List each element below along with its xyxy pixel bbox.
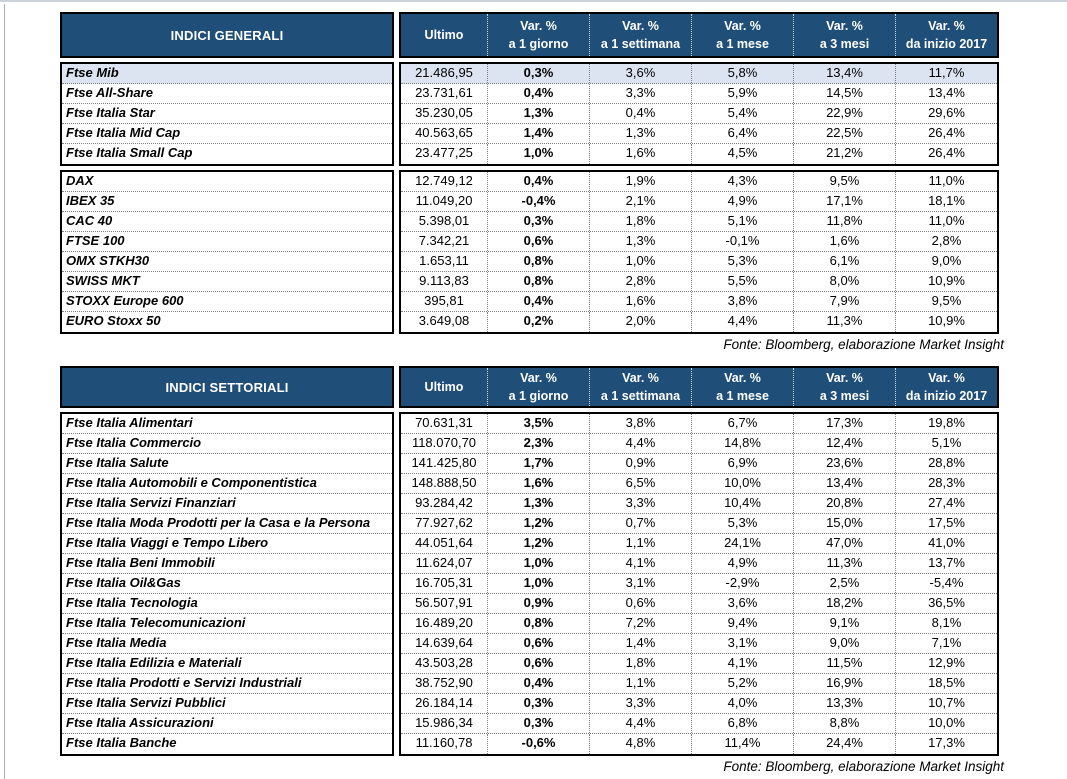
var-percent-label: Var. % [520, 370, 557, 385]
table-title: INDICI SETTORIALI [60, 366, 394, 408]
indici-settoriali-section [60, 366, 1067, 756]
index-row-values [401, 232, 997, 252]
value-ultimo: 16.489,20 [415, 615, 473, 630]
value-ultimo: 11.049,20 [415, 193, 473, 208]
value-var-da-inizio-2017: 13,7% [895, 554, 997, 573]
var-percent-label: Var. % [826, 18, 863, 33]
value-var-a-1-mese: 5,1% [691, 212, 793, 231]
value-var-a-3-mesi: 22,9% [793, 104, 895, 123]
var-percent-label: Var. % [622, 18, 659, 33]
column-header-label: Ultimo [424, 379, 464, 394]
var-percent-label: Var. % [724, 370, 761, 385]
value-var-a-1-settimana: 1,6% [589, 144, 691, 164]
value-var-a-1-settimana: 1,4% [589, 634, 691, 653]
value-var-da-inizio-2017: 5,1% [895, 434, 997, 453]
value-var-da-inizio-2017: 17,5% [895, 514, 997, 533]
index-name: CAC 40 [62, 212, 392, 232]
value-var-a-1-mese: 6,9% [691, 454, 793, 473]
value-var-a-1-settimana: 6,5% [589, 474, 691, 493]
period-label: a 3 mesi [819, 37, 870, 51]
index-row-values [401, 272, 997, 292]
value-var-a-3-mesi: 47,0% [793, 534, 895, 553]
table-header-row [60, 12, 1004, 58]
index-name: EURO Stoxx 50 [66, 313, 161, 328]
column-header-ultimo [401, 368, 487, 406]
value-var-da-inizio-2017: 41,0% [895, 534, 997, 553]
value-var-a-1-settimana: 1,1% [589, 674, 691, 693]
value-var-a-1-giorno: 1,6% [487, 474, 589, 493]
value-var-da-inizio-2017: 10,9% [895, 312, 997, 332]
index-group [60, 170, 1004, 334]
column-header-var-a-1-settimana [589, 368, 691, 406]
index-row-values [401, 514, 997, 534]
value-var-da-inizio-2017: 28,3% [895, 474, 997, 493]
value-ultimo: 7.342,21 [418, 233, 470, 248]
column-header-var-a-1-giorno [487, 14, 589, 56]
value-var-a-1-giorno: -0,6% [487, 734, 589, 754]
index-row-values [401, 614, 997, 634]
value-var-a-1-mese: 6,4% [691, 124, 793, 143]
value-var-a-1-settimana: 0,9% [589, 454, 691, 473]
var-percent-label: Var. % [724, 18, 761, 33]
value-ultimo: 9.113,83 [419, 273, 469, 288]
index-row-values [401, 64, 997, 84]
value-var-a-3-mesi: 18,2% [793, 594, 895, 613]
index-row-values [401, 714, 997, 734]
value-ultimo: 395,81 [424, 293, 464, 308]
period-label: a 1 giorno [508, 37, 569, 51]
value-ultimo: 148.888,50 [411, 475, 477, 490]
index-row-values [401, 172, 997, 192]
value-var-a-3-mesi: 11,3% [793, 554, 895, 573]
value-var-da-inizio-2017: 7,1% [895, 634, 997, 653]
value-var-a-1-giorno: 1,3% [487, 494, 589, 513]
source-note: Fonte: Bloomberg, elaborazione Market Insight [723, 759, 1004, 774]
table-header-row [60, 366, 1004, 408]
value-var-a-1-mese: 14,8% [691, 434, 793, 453]
index-name: IBEX 35 [62, 192, 392, 212]
value-var-a-1-mese: 5,2% [691, 674, 793, 693]
column-header-var-a-1-mese [691, 14, 793, 56]
value-var-a-1-giorno: 0,3% [487, 714, 589, 733]
value-var-a-1-settimana: 3,3% [589, 494, 691, 513]
value-ultimo: 56.507,91 [415, 595, 473, 610]
index-name: Ftse Italia Media [62, 634, 392, 654]
value-var-a-1-giorno: 1,4% [487, 124, 589, 143]
column-header-ultimo [401, 14, 487, 56]
column-headers [399, 12, 999, 58]
index-name-column [60, 170, 394, 334]
index-name: Ftse Italia Mid Cap [62, 124, 392, 144]
column-header-var-a-3-mesi [793, 368, 895, 406]
value-var-a-1-settimana: 1,3% [589, 232, 691, 251]
value-var-a-1-mese: -0,1% [691, 232, 793, 251]
value-var-da-inizio-2017: 10,9% [895, 272, 997, 291]
value-var-a-1-giorno: 1,7% [487, 454, 589, 473]
value-var-a-3-mesi: 16,9% [793, 674, 895, 693]
index-name: Ftse Italia Oil&Gas [62, 574, 392, 594]
value-var-da-inizio-2017: 26,4% [895, 124, 997, 143]
indici-settoriali-table [60, 366, 1004, 756]
value-var-a-1-giorno: 0,4% [487, 292, 589, 311]
value-var-a-1-giorno: 0,8% [487, 614, 589, 633]
value-var-a-1-settimana: 4,4% [589, 434, 691, 453]
value-var-a-1-giorno: 0,3% [487, 212, 589, 231]
value-var-a-1-mese: 9,4% [691, 614, 793, 633]
index-row-values [401, 674, 997, 694]
value-ultimo: 11.624,07 [415, 555, 473, 570]
var-percent-label: Var. % [928, 370, 965, 385]
var-percent-label: Var. % [826, 370, 863, 385]
value-var-a-3-mesi: 13,4% [793, 64, 895, 83]
value-var-a-3-mesi: 6,1% [793, 252, 895, 271]
value-var-a-1-mese: 11,4% [691, 734, 793, 754]
value-var-a-3-mesi: 17,1% [793, 192, 895, 211]
value-var-da-inizio-2017: 19,8% [895, 414, 997, 433]
index-row-values [401, 494, 997, 514]
value-ultimo: 23.731,61 [415, 85, 473, 100]
value-var-a-1-settimana: 1,8% [589, 212, 691, 231]
value-var-da-inizio-2017: 36,5% [895, 594, 997, 613]
value-var-a-3-mesi: 20,8% [793, 494, 895, 513]
value-var-a-1-giorno: 2,3% [487, 434, 589, 453]
value-ultimo: 12.749,12 [415, 173, 473, 188]
period-label: a 1 mese [716, 37, 769, 51]
value-var-a-1-mese: 5,9% [691, 84, 793, 103]
value-var-da-inizio-2017: 11,0% [895, 212, 997, 231]
value-ultimo: 40.563,65 [415, 125, 473, 140]
index-row-values [401, 252, 997, 272]
value-var-a-1-giorno: 1,2% [487, 514, 589, 533]
value-var-a-1-mese: 4,1% [691, 654, 793, 673]
value-var-da-inizio-2017: 18,5% [895, 674, 997, 693]
value-var-a-1-settimana: 3,1% [589, 574, 691, 593]
index-row-values [401, 434, 997, 454]
table-title: INDICI GENERALI [60, 12, 394, 58]
value-var-a-1-giorno: 0,4% [487, 84, 589, 103]
value-var-a-1-settimana: 1,6% [589, 292, 691, 311]
index-name: Ftse Italia Star [62, 104, 392, 124]
index-name-column [60, 412, 394, 756]
value-var-da-inizio-2017: 10,0% [895, 714, 997, 733]
column-header-var-da-inizio-2017 [895, 368, 997, 406]
index-row-values [401, 124, 997, 144]
period-label: a 1 giorno [508, 389, 569, 403]
value-var-a-1-settimana: 3,6% [589, 64, 691, 83]
value-ultimo: 11.160,78 [415, 735, 473, 750]
value-var-a-3-mesi: 7,9% [793, 292, 895, 311]
value-var-a-1-settimana: 2,0% [589, 312, 691, 332]
value-var-a-1-mese: 4,3% [691, 172, 793, 191]
value-var-a-1-mese: 6,8% [691, 714, 793, 733]
value-var-a-1-settimana: 1,9% [589, 172, 691, 191]
value-var-a-3-mesi: 8,0% [793, 272, 895, 291]
value-var-a-1-giorno: 1,0% [487, 554, 589, 573]
value-var-a-3-mesi: 23,6% [793, 454, 895, 473]
value-var-da-inizio-2017: 8,1% [895, 614, 997, 633]
index-name: Ftse Italia Prodotti e Servizi Industriali [62, 674, 392, 694]
value-var-da-inizio-2017: 18,1% [895, 192, 997, 211]
index-name: Ftse Italia Edilizia e Materiali [62, 654, 392, 674]
index-name: Ftse All-Share [62, 84, 392, 104]
value-var-a-1-giorno: 3,5% [487, 414, 589, 433]
value-var-a-1-giorno: 0,3% [487, 694, 589, 713]
index-group [60, 412, 1004, 756]
value-var-a-1-giorno: 0,2% [487, 312, 589, 332]
index-name: FTSE 100 [62, 232, 392, 252]
value-var-a-3-mesi: 11,3% [793, 312, 895, 332]
index-values-block [399, 170, 999, 334]
index-row-values [401, 574, 997, 594]
value-var-a-1-mese: 6,7% [691, 414, 793, 433]
index-name: Ftse Italia Small Cap [66, 145, 193, 160]
index-values-block [399, 62, 999, 166]
index-row-values [401, 634, 997, 654]
value-var-a-1-settimana: 2,1% [589, 192, 691, 211]
index-row-values [401, 312, 997, 332]
value-var-a-1-giorno: 0,3% [487, 64, 589, 83]
value-var-a-1-mese: 4,0% [691, 694, 793, 713]
index-name: Ftse Italia Assicurazioni [62, 714, 392, 734]
value-var-a-1-giorno: -0,4% [487, 192, 589, 211]
index-row-values [401, 414, 997, 434]
value-var-a-3-mesi: 13,4% [793, 474, 895, 493]
value-ultimo: 3.649,08 [418, 313, 470, 328]
value-var-a-1-mese: 4,5% [691, 144, 793, 164]
value-var-a-1-settimana: 0,4% [589, 104, 691, 123]
value-ultimo: 15.986,34 [415, 715, 473, 730]
index-row-values [401, 192, 997, 212]
value-var-a-1-giorno: 1,0% [487, 144, 589, 164]
value-var-a-1-mese: 4,4% [691, 312, 793, 332]
value-var-a-3-mesi: 11,8% [793, 212, 895, 231]
value-var-a-1-mese: 5,3% [691, 252, 793, 271]
value-var-a-1-settimana: 3,3% [589, 84, 691, 103]
var-percent-label: Var. % [622, 370, 659, 385]
value-var-da-inizio-2017: 29,6% [895, 104, 997, 123]
index-row-values [401, 734, 997, 754]
index-row-values [401, 144, 997, 164]
index-row-values [401, 594, 997, 614]
column-header-label: Ultimo [424, 27, 464, 42]
value-var-a-3-mesi: 13,3% [793, 694, 895, 713]
index-name: DAX [62, 172, 392, 192]
value-var-a-3-mesi: 21,2% [793, 144, 895, 164]
value-var-a-1-giorno: 1,2% [487, 534, 589, 553]
index-name: Ftse Mib [62, 64, 392, 84]
index-row-values [401, 454, 997, 474]
index-name: Ftse Italia Servizi Finanziari [62, 494, 392, 514]
index-name: OMX STKH30 [62, 252, 392, 272]
value-var-da-inizio-2017: 12,9% [895, 654, 997, 673]
value-var-a-3-mesi: 9,1% [793, 614, 895, 633]
value-var-a-3-mesi: 1,6% [793, 232, 895, 251]
value-ultimo: 23.477,25 [415, 145, 473, 160]
value-var-a-1-mese: 5,3% [691, 514, 793, 533]
value-var-a-1-settimana: 4,1% [589, 554, 691, 573]
index-name: Ftse Italia Banche [66, 735, 177, 750]
value-var-da-inizio-2017: 28,8% [895, 454, 997, 473]
value-var-a-1-giorno: 0,8% [487, 252, 589, 271]
index-row-values [401, 654, 997, 674]
indici-generali-section [60, 12, 1067, 334]
value-var-a-1-giorno: 1,3% [487, 104, 589, 123]
period-label: da inizio 2017 [905, 37, 988, 51]
value-var-a-1-settimana: 3,3% [589, 694, 691, 713]
period-label: a 3 mesi [819, 389, 870, 403]
value-ultimo: 70.631,31 [415, 415, 473, 430]
index-name: Ftse Italia Beni Immobili [62, 554, 392, 574]
value-var-a-3-mesi: 11,5% [793, 654, 895, 673]
value-var-a-1-mese: 10,4% [691, 494, 793, 513]
value-var-a-3-mesi: 12,4% [793, 434, 895, 453]
value-var-da-inizio-2017: 2,8% [895, 232, 997, 251]
value-var-a-3-mesi: 24,4% [793, 734, 895, 754]
value-var-a-1-giorno: 0,8% [487, 272, 589, 291]
value-ultimo: 26.184,14 [415, 695, 473, 710]
column-header-var-a-3-mesi [793, 14, 895, 56]
column-header-var-da-inizio-2017 [895, 14, 997, 56]
index-row-values [401, 292, 997, 312]
value-var-a-1-mese: -2,9% [691, 574, 793, 593]
value-var-a-3-mesi: 15,0% [793, 514, 895, 533]
value-ultimo: 141.425,80 [411, 455, 477, 470]
value-ultimo: 43.503,28 [415, 655, 473, 670]
var-percent-label: Var. % [520, 18, 557, 33]
column-headers [399, 366, 999, 408]
value-var-a-1-settimana: 0,7% [589, 514, 691, 533]
value-var-a-1-giorno: 0,6% [487, 654, 589, 673]
value-var-a-1-settimana: 1,8% [589, 654, 691, 673]
value-var-da-inizio-2017: 11,0% [895, 172, 997, 191]
index-name: Ftse Italia Telecomunicazioni [62, 614, 392, 634]
value-ultimo: 21.486,95 [415, 65, 473, 80]
period-label: a 1 mese [716, 389, 769, 403]
value-var-a-1-giorno: 0,4% [487, 172, 589, 191]
var-percent-label: Var. % [928, 18, 965, 33]
value-var-da-inizio-2017: 27,4% [895, 494, 997, 513]
value-var-a-3-mesi: 8,8% [793, 714, 895, 733]
value-var-da-inizio-2017: 9,0% [895, 252, 997, 271]
value-var-da-inizio-2017: 13,4% [895, 84, 997, 103]
value-ultimo: 38.752,90 [415, 675, 473, 690]
value-var-a-1-mese: 5,8% [691, 64, 793, 83]
value-var-a-1-giorno: 0,4% [487, 674, 589, 693]
index-row-values [401, 694, 997, 714]
value-var-a-1-mese: 5,5% [691, 272, 793, 291]
index-row-values [401, 84, 997, 104]
index-row-values [401, 212, 997, 232]
column-header-var-a-1-mese [691, 368, 793, 406]
value-var-a-1-settimana: 0,6% [589, 594, 691, 613]
value-var-a-1-mese: 24,1% [691, 534, 793, 553]
value-var-da-inizio-2017: 17,3% [895, 734, 997, 754]
index-name-column [60, 62, 394, 166]
index-name: STOXX Europe 600 [62, 292, 392, 312]
index-row-values [401, 534, 997, 554]
value-ultimo: 77.927,62 [415, 515, 473, 530]
value-var-da-inizio-2017: -5,4% [895, 574, 997, 593]
value-var-a-1-mese: 4,9% [691, 554, 793, 573]
index-name: Ftse Italia Automobili e Componentistica [62, 474, 392, 494]
index-name: SWISS MKT [62, 272, 392, 292]
value-ultimo: 93.284,42 [415, 495, 473, 510]
value-var-a-3-mesi: 14,5% [793, 84, 895, 103]
value-var-a-1-mese: 3,8% [691, 292, 793, 311]
value-var-a-1-mese: 3,1% [691, 634, 793, 653]
value-ultimo: 35.230,05 [415, 105, 473, 120]
column-header-var-a-1-giorno [487, 368, 589, 406]
value-var-da-inizio-2017: 9,5% [895, 292, 997, 311]
index-values-block [399, 412, 999, 756]
value-var-a-1-settimana: 1,3% [589, 124, 691, 143]
index-name: Ftse Italia Salute [62, 454, 392, 474]
value-var-a-1-settimana: 1,0% [589, 252, 691, 271]
value-var-a-1-settimana: 7,2% [589, 614, 691, 633]
index-name: Ftse Italia Alimentari [62, 414, 392, 434]
index-name: Ftse Italia Commercio [62, 434, 392, 454]
value-var-a-1-settimana: 4,8% [589, 734, 691, 754]
value-var-a-1-mese: 4,9% [691, 192, 793, 211]
value-var-a-1-settimana: 2,8% [589, 272, 691, 291]
value-ultimo: 16.705,31 [415, 575, 473, 590]
value-var-a-1-giorno: 0,6% [487, 634, 589, 653]
indici-generali-table [60, 12, 1004, 334]
value-var-a-1-giorno: 1,0% [487, 574, 589, 593]
value-ultimo: 5.398,01 [418, 213, 470, 228]
value-ultimo: 14.639,64 [415, 635, 473, 650]
value-var-da-inizio-2017: 11,7% [895, 64, 997, 83]
value-var-a-3-mesi: 9,0% [793, 634, 895, 653]
value-var-a-1-settimana: 4,4% [589, 714, 691, 733]
value-ultimo: 118.070,70 [411, 435, 477, 450]
period-label: a 1 settimana [600, 389, 681, 403]
value-ultimo: 1.653,11 [419, 253, 469, 268]
value-var-a-1-giorno: 0,6% [487, 232, 589, 251]
index-row-values [401, 474, 997, 494]
source-note: Fonte: Bloomberg, elaborazione Market Insight [723, 337, 1004, 352]
value-var-a-3-mesi: 22,5% [793, 124, 895, 143]
index-row-values [401, 104, 997, 124]
index-name: Ftse Italia Viaggi e Tempo Libero [62, 534, 392, 554]
value-var-a-1-settimana: 1,1% [589, 534, 691, 553]
index-row-values [401, 554, 997, 574]
period-label: a 1 settimana [600, 37, 681, 51]
value-var-a-1-giorno: 0,9% [487, 594, 589, 613]
value-var-a-1-mese: 5,4% [691, 104, 793, 123]
value-var-da-inizio-2017: 26,4% [895, 144, 997, 164]
value-var-a-1-mese: 3,6% [691, 594, 793, 613]
value-ultimo: 44.051,64 [415, 535, 473, 550]
period-label: da inizio 2017 [905, 389, 988, 403]
value-var-a-1-settimana: 3,8% [589, 414, 691, 433]
value-var-a-1-mese: 10,0% [691, 474, 793, 493]
column-header-var-a-1-settimana [589, 14, 691, 56]
index-name: Ftse Italia Tecnologia [62, 594, 392, 614]
index-group [60, 62, 1004, 166]
value-var-a-3-mesi: 9,5% [793, 172, 895, 191]
value-var-a-3-mesi: 17,3% [793, 414, 895, 433]
value-var-a-3-mesi: 2,5% [793, 574, 895, 593]
index-name: Ftse Italia Moda Prodotti per la Casa e la Persona [62, 514, 392, 534]
value-var-da-inizio-2017: 10,7% [895, 694, 997, 713]
index-name: Ftse Italia Servizi Pubblici [62, 694, 392, 714]
